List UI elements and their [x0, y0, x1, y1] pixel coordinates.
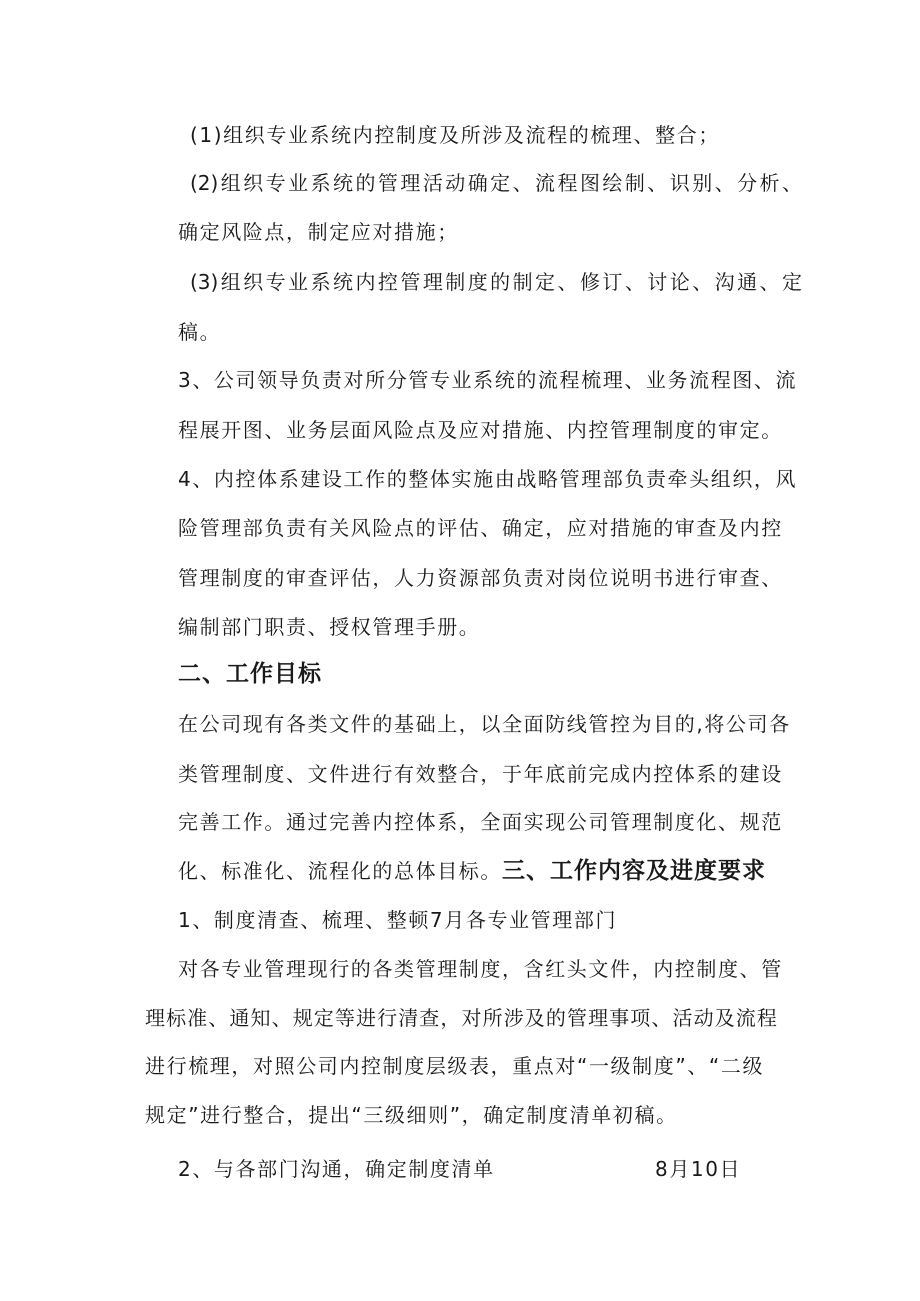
goals-line-4-text: 化、标准化、流程化的总体目标。 — [178, 859, 502, 883]
goals-line-3: 完善工作。通过完善内控体系，全面实现公司管理制度化、规范 — [178, 810, 783, 834]
goals-line-4 — [178, 857, 766, 885]
para-4-line-1: 4、内控体系建设工作的整体实施由战略管理部负责牵头组织，风 — [178, 467, 798, 491]
para-4-line-2: 险管理部负责有关风险点的评估、确定，应对措施的审查及内控 — [178, 516, 783, 540]
task-1-desc-line-2: 理标准、通知、规定等进行清查，对所涉及的管理事项、活动及流程 — [145, 1006, 778, 1030]
item-3-text-line-2: 稿。 — [178, 320, 222, 344]
task-1-desc-line-1: 对各专业管理现行的各类管理制度，含红头文件，内控制度、管 — [178, 957, 783, 981]
task-1-title: 1、制度清查、梳理、整顿7月各专业管理部门 — [178, 908, 618, 932]
item-2-text-line-2: 确定风险点，制定应对措施； — [178, 220, 459, 244]
goals-line-2: 类管理制度、文件进行有效整合，于年底前完成内控体系的建设 — [178, 762, 783, 786]
para-4-line-4: 编制部门职责、授权管理手册。 — [178, 615, 481, 639]
item-1-text: (1)组织专业系统内控制度及所涉及流程的梳理、整合； — [190, 123, 720, 147]
item-3-text-line-1: (3)组织专业系统内控管理制度的制定、修订、讨论、沟通、定 — [190, 270, 802, 294]
task-2-date: 8月10日 — [655, 1157, 742, 1181]
task-2-title: 2、与各部门沟通，确定制度清单 — [178, 1157, 495, 1181]
item-2-text-line-1: (2)组织专业系统的管理活动确定、流程图绘制、识别、分析、 — [190, 171, 802, 195]
section-heading-content: 三、工作内容及进度要求 — [502, 858, 766, 884]
goals-line-1: 在公司现有各类文件的基础上，以全面防线管控为目的,将公司各 — [178, 712, 791, 736]
para-3-line-1: 3、公司领导负责对所分管专业系统的流程梳理、业务流程图、流 — [178, 368, 798, 392]
task-1-desc-line-4: 规定”进行整合，提出“三级细则”，确定制度清单初稿。 — [145, 1103, 678, 1127]
section-heading-goals: 二、工作目标 — [178, 661, 322, 687]
para-4-line-3: 管理制度的审查评估，人力资源部负责对岗位说明书进行审查、 — [178, 566, 783, 590]
para-3-line-2: 程展开图、业务层面风险点及应对措施、内控管理制度的审定。 — [178, 418, 783, 442]
task-1-desc-line-3: 进行梳理，对照公司内控制度层级表，重点对“一级制度”、“二级 — [145, 1054, 765, 1078]
